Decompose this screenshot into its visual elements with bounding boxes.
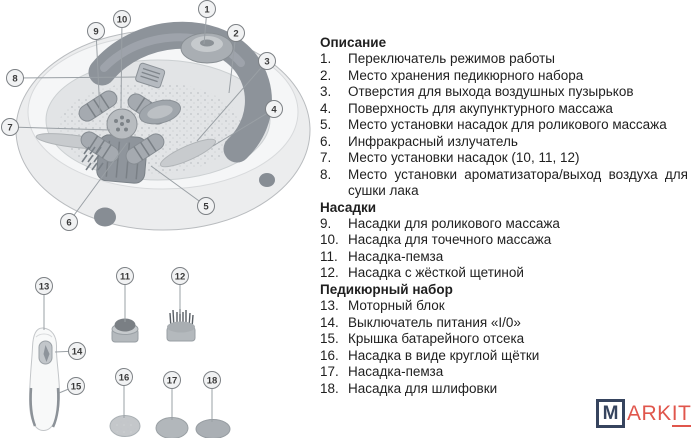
item-text: Отверстия для выхода воздушных пузырьков [348,84,634,100]
item-text: Моторный блок [348,298,445,314]
item-number: 4. [320,100,332,116]
item-number: 3. [320,84,332,100]
tub-foot [259,173,275,187]
item-number: 5. [320,117,332,133]
item-text: Насадка-пемза [348,364,444,380]
item-text: Насадка-пемза [348,248,444,264]
pumice-attachment [112,319,138,343]
list-item [320,331,688,347]
item-text: Насадка с жёсткой щетиной [348,265,524,281]
item-number: 13. [320,298,339,314]
item-text: Инфракрасный излучатель [348,133,518,149]
description-panel [320,35,688,397]
list-item [320,249,688,265]
motor-unit [30,328,60,431]
section-heading: Педикюрный набор [320,281,453,297]
callout-number: 16 [118,372,130,384]
callout-number: 9 [93,26,99,38]
mode-switch-knob [181,33,233,63]
list-item [320,68,688,84]
logo-text: ARKIT [627,401,692,425]
item-number: 16. [320,347,339,363]
item-number: 15. [320,331,339,347]
list-item [320,150,688,166]
logo-m-box [596,399,625,428]
item-number: 1. [320,51,332,67]
callout-number: 1 [204,4,210,16]
callout-number: 11 [119,271,131,283]
item-text: Крышка батарейного отсека [348,331,525,347]
item-text: Насадка для точечного массажа [348,232,552,248]
logo-m-letter: M [602,402,619,424]
item-text: Насадка для шлифовки [348,380,498,396]
section-heading: Описание [320,35,387,50]
section-heading: Насадки [320,199,377,215]
callout-number: 5 [203,201,209,213]
list-item [320,84,688,100]
list-item [320,315,688,331]
item-number: 17. [320,364,339,380]
item-text: Место установки насадок для роликового массажа [348,117,667,133]
polishing-disc-attachment [196,420,230,438]
list-item [320,134,688,150]
item-number: 12. [320,265,339,281]
item-number: 18. [320,380,339,396]
callout-number: 6 [66,217,72,229]
item-text: Поверхность для акупунктурного массажа [348,100,613,116]
item-number: 6. [320,133,332,149]
list-item [320,101,688,117]
callout-number: 13 [38,281,50,293]
pumice-disc-attachment [156,418,188,438]
list-item [320,298,688,314]
list-item [320,117,688,133]
item-text: Место установки ароматизатора/выход воздуха для сушки лака [348,166,688,199]
product-diagram-area [0,0,320,438]
item-number: 10. [320,232,339,248]
list-item [320,51,688,67]
item-number: 9. [320,215,332,231]
product-diagram-svg [0,0,320,438]
callout-number: 10 [116,14,128,26]
list-item [320,232,688,248]
callout-number: 4 [271,104,277,116]
item-text: Насадки для роликового массажа [348,215,560,231]
list-item [320,167,688,200]
tub-foot [94,208,116,227]
list-item [320,265,688,281]
power-switch [39,341,52,364]
markit-logo [596,399,691,428]
list-item [320,216,688,232]
list-item [320,348,688,364]
item-number: 7. [320,150,332,166]
item-text: Место хранения педикюрного набора [348,67,584,83]
stiff-brush-attachment [167,309,195,341]
callout-number: 8 [12,73,18,85]
item-number: 14. [320,314,339,330]
item-number: 8. [320,166,332,182]
item-text: Выключатель питания «I/0» [348,314,521,330]
callout-number: 14 [71,346,83,358]
item-text: Место установки насадок (10, 11, 12) [348,150,580,166]
callout-number: 12 [174,271,186,283]
item-text: Переключатель режимов работы [348,51,555,67]
point-massage-hub [107,109,137,139]
acupuncture-surface [58,82,242,174]
callout-number: 2 [233,28,239,40]
callout-number: 17 [166,375,178,387]
callout-number: 3 [264,56,270,68]
callout-number: 18 [206,375,218,387]
item-text: Насадка в виде круглой щётки [348,347,540,363]
list-item [320,381,688,397]
round-brush-attachment [110,416,140,437]
item-number: 11. [320,248,338,264]
callout-number: 7 [7,122,13,134]
item-number: 2. [320,67,332,83]
callout-number: 15 [70,381,82,393]
list-item [320,364,688,380]
